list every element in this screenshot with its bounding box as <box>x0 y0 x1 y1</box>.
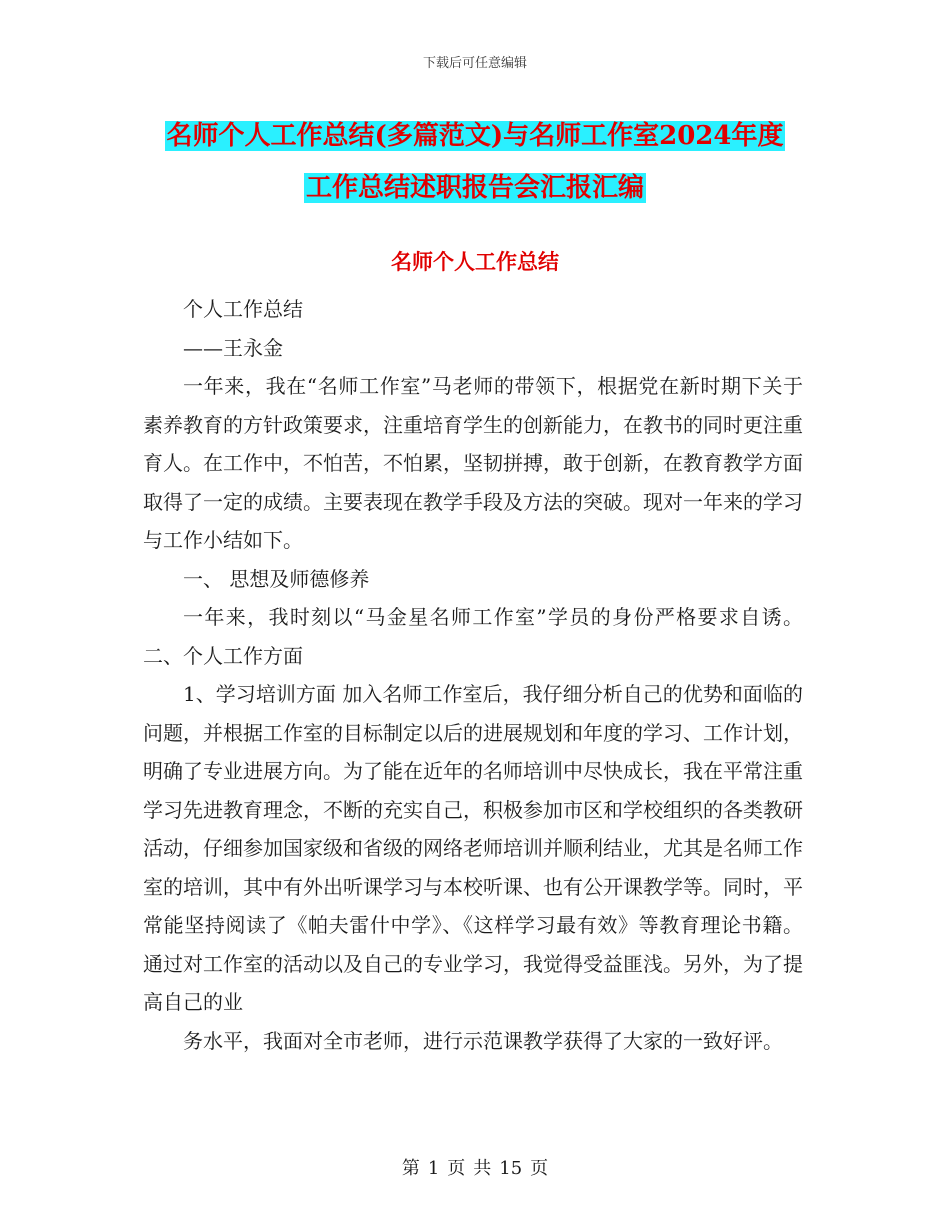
page-footer <box>0 1154 950 1180</box>
page-total: 15 <box>499 1158 523 1179</box>
paragraph: 1、学习培训方面 加入名师工作室后，我仔细分析自己的优势和面临的问题，并根据工作室的目标制定以后的进展规划和年度的学习、工作计划，明确了专业进展方向。为了能在近年的名师培训中尽快成长，我在平常注重学习先进教育理念，不断的充实自己，积极参加市区和学校组织的各类教研活动，仔细参加国家级和省级的网络老师培训并顺利结业，尤其是名师工作室的培训，其中有外出听课学习与本校听课、也有公开课教学等。同时，平常能坚持阅读了《帕夫雷什中学》、《这样学习最有效》等教育理论书籍。 通过对工作室的活动以及自己的专业学习，我觉得受益匪浅。另外，为了提高自己的业 <box>143 682 803 1014</box>
footer-gong: 共 <box>473 1158 492 1179</box>
document-body <box>143 290 803 1060</box>
paragraph: 一年来，我在“名师工作室”马老师的带领下，根据党在新时期下关于素养教育的方针政策要求，注重培育学生的创新能力，在教书的同时更注重育人。在工作中，不怕苦，不怕累，坚韧拼搏，敢于创新，在教育教学方面取得了一定的成绩。主要表现在教学手段及方法的突破。现对一年来的学习与工作小结如下。 <box>143 374 803 552</box>
paragraph: ——王永金 <box>183 335 283 360</box>
footer-ye: 页 <box>447 1158 466 1179</box>
document-title-line-1: 名师个人工作总结(多篇范文)与名师工作室2024年度 <box>166 121 784 151</box>
document-title-line-2: 工作总结述职报告会汇报汇编 <box>305 173 644 203</box>
paragraph: 一年来，我时刻以“马金星名师工作室”学员的身份严格要求自诱。二、个人工作方面 <box>143 605 803 668</box>
page-number: 1 <box>427 1158 440 1179</box>
paragraph: 一、 思想及师德修养 <box>183 566 370 591</box>
section-title: 名师个人工作总结 <box>391 249 559 274</box>
paragraph: 个人工作总结 <box>183 297 303 321</box>
footer-di: 第 <box>401 1158 420 1179</box>
header-note: 下载后可任意编辑 <box>422 56 527 71</box>
document-title <box>0 110 950 214</box>
paragraph: 务水平，我面对全市老师，进行示范课教学获得了大家的一致好评。 <box>183 1028 783 1053</box>
footer-ye: 页 <box>530 1158 549 1179</box>
